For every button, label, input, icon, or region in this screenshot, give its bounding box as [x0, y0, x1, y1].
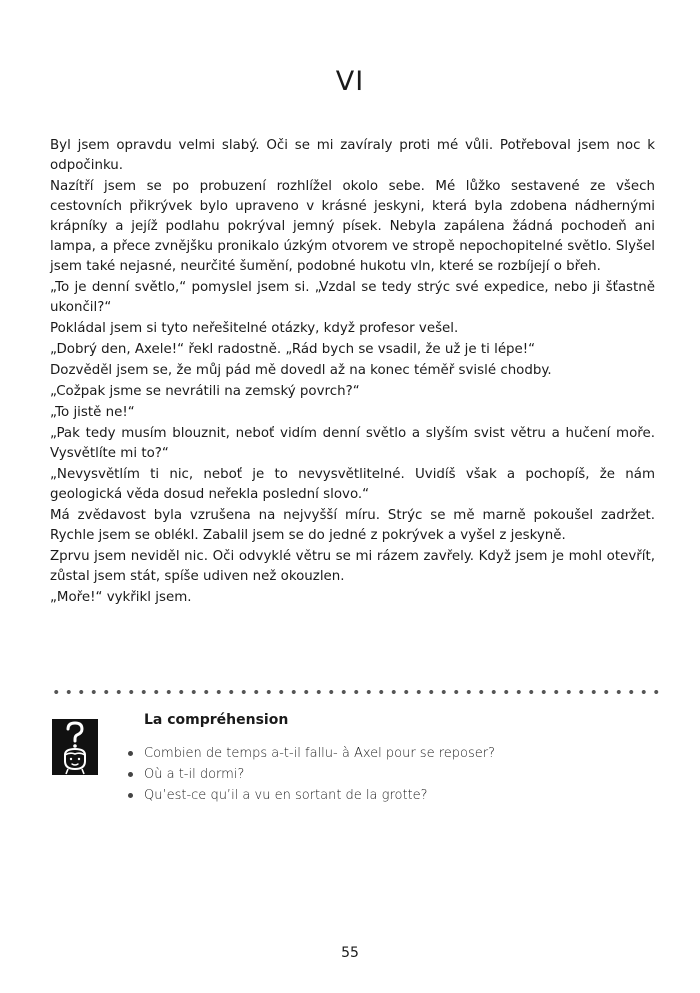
story-paragraph: Zprvu jsem neviděl nic. Oči odvyklé větru se mi rázem zavřely. Když jsem je mohl otevřít, zůstal jsem stát, spíše udiven než okouzlen. — [50, 549, 655, 584]
story-paragraph: „Moře!“ vykřikl jsem. — [50, 590, 192, 605]
story-paragraph: „To je denní světlo,“ pomyslel jsem si. „Vzdal se tedy strýc své expedice, nebo ji šťastně ukončil?“ — [50, 280, 655, 315]
story-paragraph: „To jistě ne!“ — [50, 405, 135, 420]
comprehension-questions — [128, 743, 495, 806]
story-paragraph: „Dobrý den, Axele!“ řekl radostně. „Rád bych se vsadil, že už je ti lépe!“ — [50, 342, 536, 357]
question-head-icon — [52, 719, 98, 775]
question-item: Qu’est-ce qu’il a vu en sortant de la grotte? — [128, 785, 495, 806]
story-paragraph: Má zvědavost byla vzrušena na nejvyšší míru. Strýc se mě marně pokoušel zadržet. Rychle jsem se oblékl. Zabalil jsem se do jedné z pokrývek a vyšel z jeskyně. — [50, 508, 655, 543]
story-paragraph: Byl jsem opravdu velmi slabý. Oči se mi zavíraly proti mé vůli. Potřeboval jsem noc k odpočinku. — [50, 138, 655, 173]
story-paragraph: Nazítří jsem se po probuzení rozhlížel okolo sebe. Mé lůžko sestavené ze všech cestovních přikrývek bylo upraveno v krásné jeskyni, která byla zdobena nádhernými krápníky a jejíž podlahu pokrýval jemný písek. Nebyla zapálena žádná pochodeň ani lampa, a přece zvnějšku pronikalo úzkým otvorem ve stropě nepochopitelné světlo. Slyšel jsem také nejasné, neurčité šumění, podobné hukotu vln, které se rozbíjejí o břeh. — [50, 179, 655, 274]
question-item: Combien de temps a-t-il fallu- à Axel pour se reposer? — [128, 743, 495, 764]
chapter-title: VI — [335, 66, 365, 97]
story-paragraph: Dozvěděl jsem se, že můj pád mě dovedl až na konec téměř svislé chodby. — [50, 363, 552, 378]
story-paragraph: „Nevysvětlím ti nic, neboť je to nevysvětlitelné. Uvidíš však a pochopíš, že nám geologická věda dosud neřekla poslední slovo.“ — [50, 467, 655, 502]
story-paragraph: „Pak tedy musím blouznit, neboť vidím denní světlo a slyším svist větru a hučení moře. Vysvětlíte mi to?“ — [50, 426, 655, 461]
comprehension-title: La compréhension — [144, 712, 289, 728]
story-paragraph: „Cožpak jsme se nevrátili na zemský povrch?“ — [50, 384, 360, 399]
story-paragraph: Pokládal jsem si tyto neřešitelné otázky, když profesor vešel. — [50, 321, 459, 336]
question-item: Où a t-il dormi? — [128, 764, 495, 785]
dotted-divider — [50, 689, 660, 695]
page-number: 55 — [341, 945, 359, 961]
story-text — [50, 136, 655, 609]
